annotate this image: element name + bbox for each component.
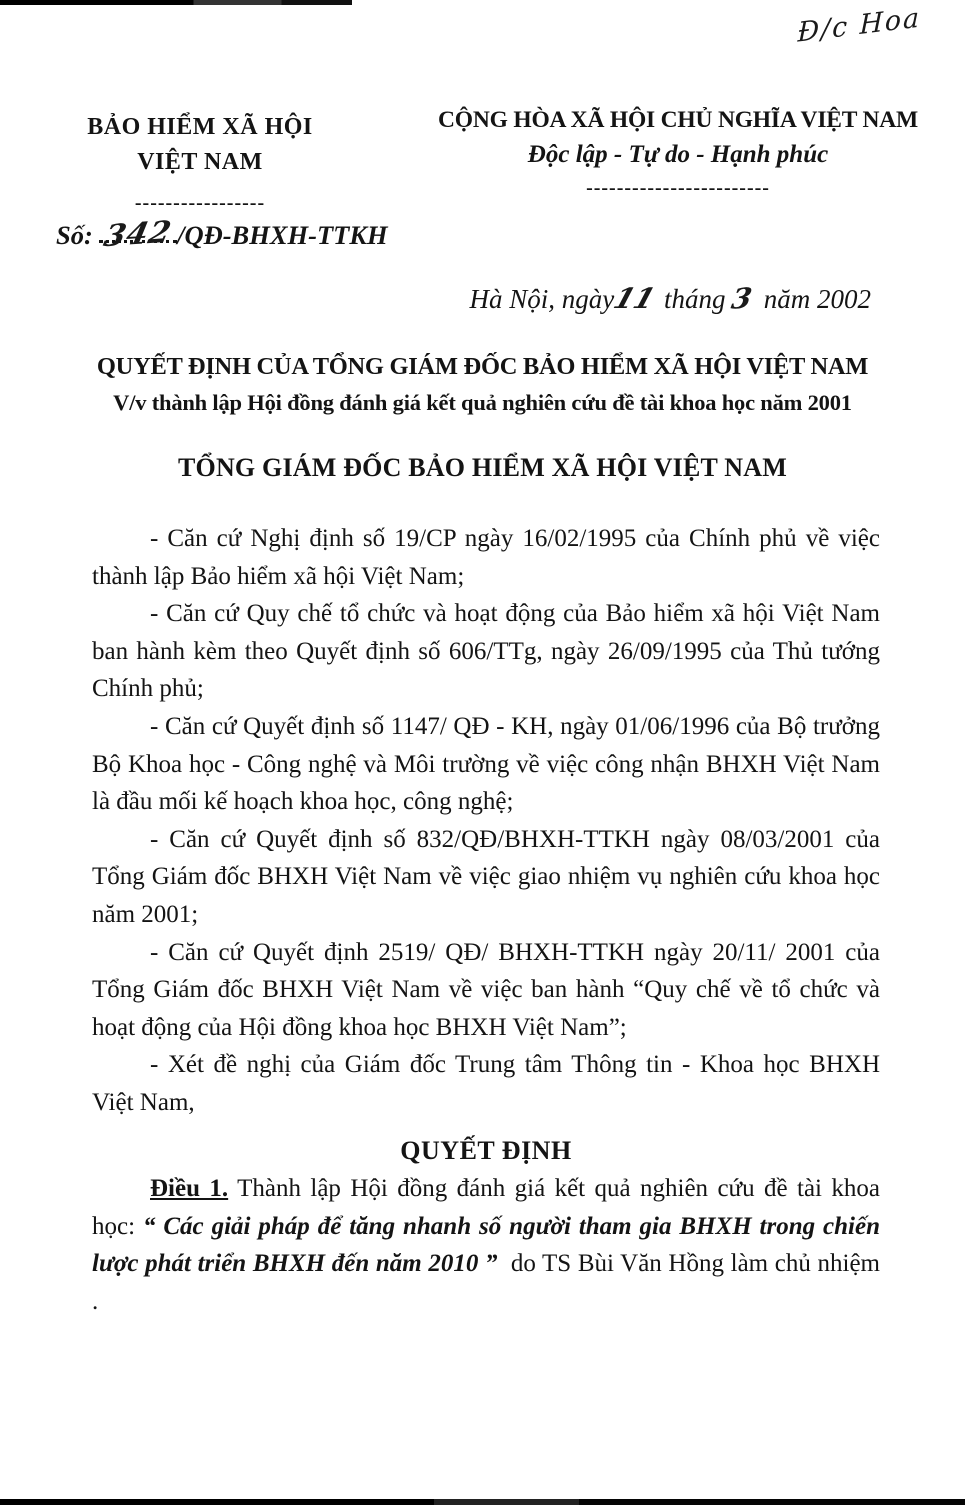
national-header-block	[418, 107, 938, 199]
preamble-paragraph-4: - Căn cứ Quyết định số 832/QĐ/BHXH-TTKH ngày 08/03/2001 của Tổng Giám đốc BHXH Việt Nam về việc giao nhiệm vụ nghiên cứu khoa học năm 2001;	[92, 825, 880, 928]
preamble-paragraph-3: - Căn cứ Quyết định số 1147/ QĐ - KH, ngày 01/06/1996 của Bộ trưởng Bộ Khoa học - Công nghệ và Môi trường về việc công nhận BHXH Việt Nam là đầu mối kế hoạch khoa học, công nghệ;	[92, 712, 880, 816]
doc-number-line	[56, 214, 388, 255]
decree-title: QUYẾT ĐỊNH CỦA TỔNG GIÁM ĐỐC BẢO HIỂM XÃ HỘI VIỆT NAM	[96, 353, 869, 380]
handwritten-month: 3	[728, 281, 754, 316]
dateline-mid: tháng	[664, 284, 726, 314]
decree-subtitle: V/v thành lập Hội đồng đánh giá kết quả nghiên cứu đề tài khoa học năm 2001	[113, 390, 852, 415]
article-1	[92, 1170, 880, 1320]
article-1-text-before: Thành lập Hội đồng đánh giá kết quả nghiên cứu đề tài khoa học:	[92, 1175, 880, 1240]
handwritten-note: Đ/c Hoa	[796, 2, 921, 49]
org-name-line2: VIỆT NAM	[137, 149, 263, 175]
article-1-paragraph	[92, 1170, 880, 1320]
doc-number-label: Số:	[56, 220, 93, 250]
handwritten-doc-number: 342	[101, 214, 176, 255]
motto-divider-dashes: ------------------------	[586, 177, 770, 199]
dateline-suffix: năm 2002	[763, 284, 871, 314]
org-divider-dashes: -----------------	[134, 192, 266, 214]
scan-top-edge-artifact	[0, 0, 352, 5]
article-1-topic-quote: “ Các giải pháp để tăng nhanh số người tham gia BHXH trong chiến lược phát triển BHXH đến năm 2010 ”	[92, 1212, 881, 1278]
doc-number-suffix: /QĐ-BHXH-TTKH	[177, 220, 388, 250]
decision-heading: QUYẾT ĐỊNH	[400, 1135, 572, 1165]
preamble-paragraph-1: - Căn cứ Nghị định số 19/CP ngày 16/02/1995 của Chính phủ về việc thành lập Bảo hiểm xã hội Việt Nam;	[92, 525, 880, 590]
preamble-paragraph-5: - Căn cứ Quyết định 2519/ QĐ/ BHXH-TTKH ngày 20/11/ 2001 của Tổng Giám đốc BHXH Việt Nam về việc ban hành “Quy chế về tổ chức và hoạt động của Hội đồng khoa học BHXH Việt Nam”;	[92, 938, 880, 1041]
preamble-paragraph-6: - Xét đề nghị của Giám đốc Trung tâm Thông tin - Khoa học BHXH Việt Nam,	[92, 1051, 880, 1116]
decree-title-block	[0, 353, 965, 416]
scan-bottom-edge-artifact	[0, 1499, 965, 1505]
handwritten-day: 11	[609, 282, 660, 315]
issuing-org-block	[78, 110, 322, 214]
dateline	[470, 282, 871, 315]
republic-motto: Độc lập - Tự do - Hạnh phúc	[527, 141, 829, 168]
doc-number-field	[99, 214, 177, 255]
article-1-label: Điều 1.	[150, 1175, 229, 1203]
org-name-line1: BẢO HIỂM XÃ HỘI	[87, 114, 313, 140]
article-1-text-after: do TS Bùi Văn Hồng làm chủ nhiệm .	[92, 1250, 880, 1315]
dateline-prefix: Hà Nội, ngày	[469, 284, 615, 314]
preamble-paragraph-2: - Căn cứ Quy chế tổ chức và hoạt động của Bảo hiểm xã hội Việt Nam ban hành kèm theo Quyết định số 606/TTg, ngày 26/09/1995 của Thủ tướng Chính phủ;	[92, 600, 880, 703]
issuer-heading: TỔNG GIÁM ĐỐC BẢO HIỂM XÃ HỘI VIỆT NAM	[177, 453, 787, 482]
document-body	[92, 520, 880, 1320]
republic-name: CỘNG HÒA XÃ HỘI CHỦ NGHĨA VIỆT NAM	[437, 107, 918, 133]
